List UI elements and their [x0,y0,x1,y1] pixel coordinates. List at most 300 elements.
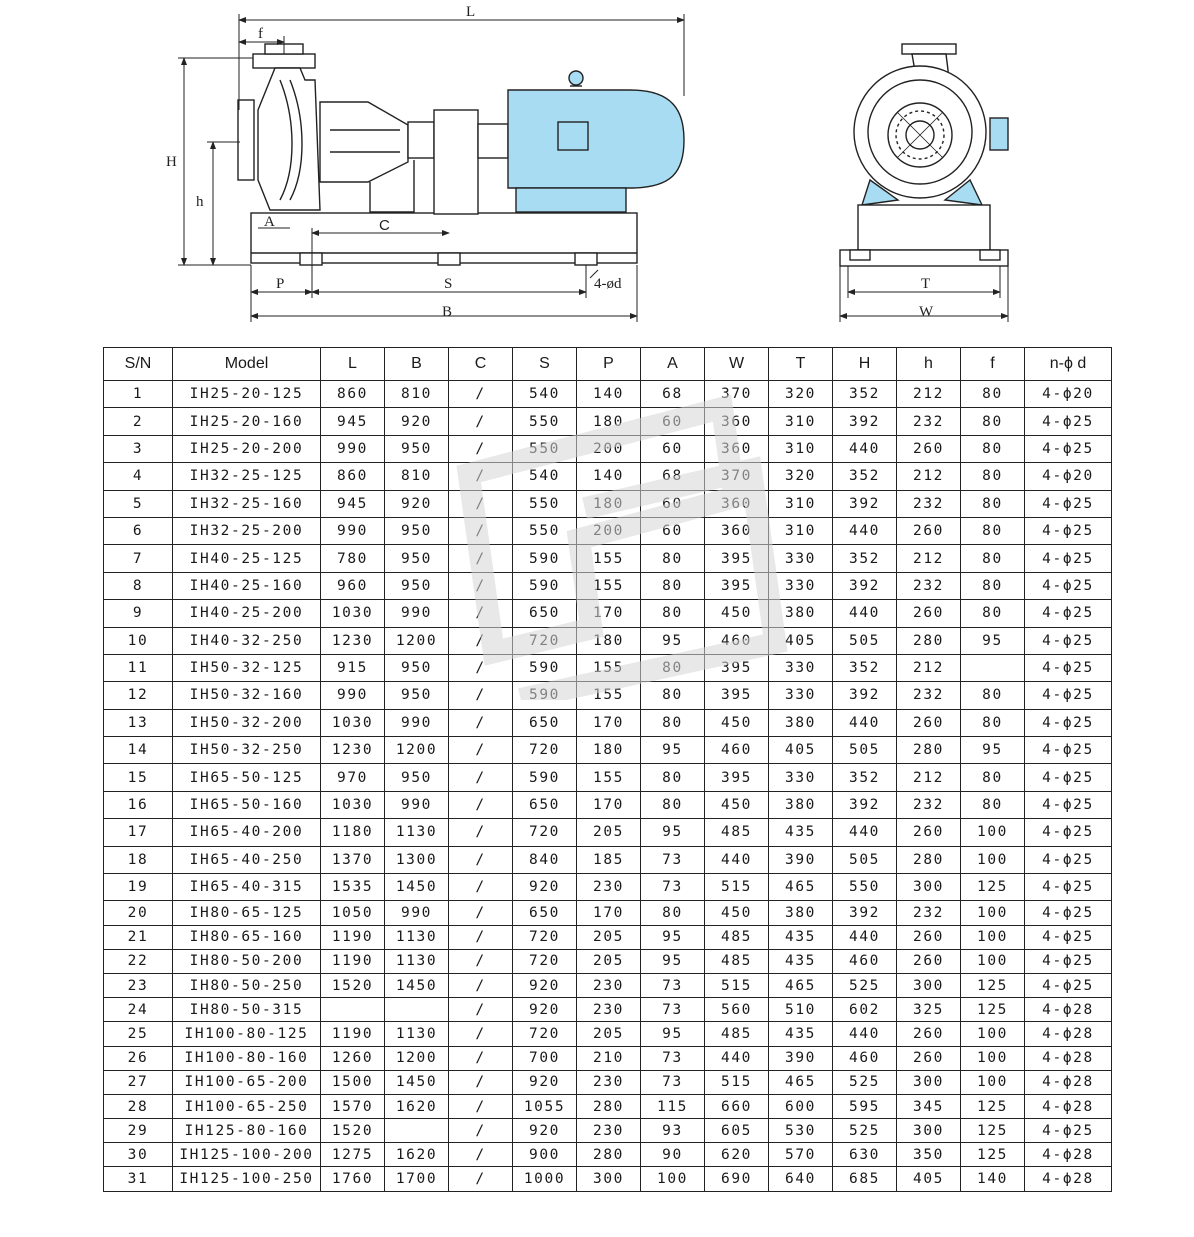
cell-p: 140 [577,381,641,408]
cell-b: 1200 [385,627,449,654]
cell-a: 80 [641,654,705,681]
table-row [104,627,1112,654]
cell-h: 392 [833,572,897,599]
cell-w: 360 [705,517,769,544]
cell-c: / [449,682,513,709]
cell-model: IH32-25-125 [173,463,321,490]
cell-b: 990 [385,709,449,736]
cell-b: 1130 [385,819,449,846]
cell-c: / [449,1119,513,1143]
header-sn: S/N [104,348,173,381]
cell-s: 720 [513,819,577,846]
table-row [104,682,1112,709]
cell-f: 95 [961,737,1025,764]
dim-L-label: L [466,4,476,20]
cell-h: 260 [897,925,961,949]
cell-h: 460 [833,949,897,973]
bearing-bracket [320,102,408,182]
cell-s: 650 [513,600,577,627]
cell-n-d: 4-ϕ28 [1025,1094,1112,1118]
cell-a: 95 [641,925,705,949]
cell-n-d: 4-ϕ20 [1025,463,1112,490]
cell-w: 360 [705,490,769,517]
cell-w: 460 [705,737,769,764]
cell-p: 170 [577,791,641,818]
table-row [104,1046,1112,1070]
cell-h: 300 [897,874,961,901]
cell-model: IH65-40-315 [173,874,321,901]
table-row [104,490,1112,517]
cell-p: 180 [577,627,641,654]
cell-t: 330 [769,545,833,572]
cell-model: IH125-100-200 [173,1143,321,1167]
cell-c: / [449,998,513,1022]
cell-b: 1450 [385,874,449,901]
cell-a: 80 [641,764,705,791]
cell-h: 525 [833,973,897,997]
header-t: T [769,348,833,381]
cell-l: 1190 [321,925,385,949]
cell-t: 390 [769,1046,833,1070]
cell-sn: 7 [104,545,173,572]
cell-p: 230 [577,1070,641,1094]
cell-n-d: 4-ϕ25 [1025,819,1112,846]
cell-a: 73 [641,998,705,1022]
cell-l: 945 [321,408,385,435]
cell-c: / [449,925,513,949]
cell-l: 1260 [321,1046,385,1070]
cell-c: / [449,901,513,925]
cell-l: 1030 [321,791,385,818]
cell-sn: 9 [104,600,173,627]
cell-t: 405 [769,737,833,764]
cell-h: 260 [897,709,961,736]
cell-n-d: 4-ϕ25 [1025,846,1112,873]
cell-h: 260 [897,435,961,462]
cell-w: 485 [705,1022,769,1046]
cell-w: 395 [705,764,769,791]
cell-c: / [449,791,513,818]
cell-f: 100 [961,925,1025,949]
cell-n-d: 4-ϕ25 [1025,973,1112,997]
cell-p: 155 [577,545,641,572]
cell-w: 660 [705,1094,769,1118]
cell-p: 140 [577,463,641,490]
cell-w: 395 [705,545,769,572]
table-row [104,517,1112,544]
cell-h: 505 [833,846,897,873]
cell-w: 450 [705,709,769,736]
header-p: P [577,348,641,381]
cell-h: 440 [833,517,897,544]
table-row [104,435,1112,462]
cell-b: 1300 [385,846,449,873]
table-row [104,709,1112,736]
cell-sn: 29 [104,1119,173,1143]
cell-n-d: 4-ϕ28 [1025,1070,1112,1094]
cell-a: 73 [641,1046,705,1070]
cell-t: 380 [769,709,833,736]
cell-h: 212 [897,463,961,490]
specification-table [103,347,1112,1192]
cell-h: 212 [897,381,961,408]
cell-w: 515 [705,973,769,997]
cell-p: 230 [577,874,641,901]
cell-a: 80 [641,791,705,818]
cell-b: 950 [385,545,449,572]
cell-sn: 5 [104,490,173,517]
cell-b: 1620 [385,1143,449,1167]
cell-sn: 19 [104,874,173,901]
cell-model: IH125-80-160 [173,1119,321,1143]
cell-w: 395 [705,654,769,681]
cell-model: IH40-25-125 [173,545,321,572]
cell-h: 352 [833,381,897,408]
cell-h: 352 [833,545,897,572]
cell-b: 1450 [385,973,449,997]
cell-s: 590 [513,654,577,681]
cell-w: 395 [705,682,769,709]
cell-f: 100 [961,1046,1025,1070]
cell-b: 1200 [385,1046,449,1070]
cell-n-d: 4-ϕ25 [1025,1119,1112,1143]
cell-w: 450 [705,600,769,627]
cell-c: / [449,463,513,490]
cell-f [961,654,1025,681]
cell-s: 840 [513,846,577,873]
table-row [104,791,1112,818]
cell-t: 380 [769,901,833,925]
cell-n-d: 4-ϕ25 [1025,764,1112,791]
cell-h: 350 [897,1143,961,1167]
cell-model: IH50-32-125 [173,654,321,681]
cell-model: IH100-80-125 [173,1022,321,1046]
cell-h: 260 [897,949,961,973]
cell-l: 1050 [321,901,385,925]
cell-b: 920 [385,490,449,517]
cell-h: 280 [897,627,961,654]
cell-a: 68 [641,381,705,408]
cell-sn: 12 [104,682,173,709]
table-row [104,764,1112,791]
cell-f: 80 [961,490,1025,517]
cell-w: 515 [705,1070,769,1094]
cell-p: 205 [577,925,641,949]
cell-t: 330 [769,764,833,791]
cell-f: 100 [961,1022,1025,1046]
table-row [104,925,1112,949]
cell-l: 1180 [321,819,385,846]
cell-l: 860 [321,463,385,490]
cell-c: / [449,1143,513,1167]
cell-s: 590 [513,682,577,709]
table-row [104,1119,1112,1143]
cell-n-d: 4-ϕ25 [1025,949,1112,973]
cell-a: 73 [641,874,705,901]
cell-w: 485 [705,819,769,846]
dim-C-label: C [379,217,390,234]
cell-sn: 21 [104,925,173,949]
cell-sn: 17 [104,819,173,846]
cell-model: IH80-65-125 [173,901,321,925]
motor-feet [516,188,626,212]
dim-P-label: P [276,276,285,292]
dim-H-label: H [166,154,177,170]
cell-h: 212 [897,654,961,681]
cell-sn: 15 [104,764,173,791]
cell-l [321,998,385,1022]
cell-s: 720 [513,1022,577,1046]
cell-b: 1620 [385,1094,449,1118]
cell-s: 590 [513,764,577,791]
cell-p: 170 [577,600,641,627]
table-row [104,1070,1112,1094]
front-pedestal [858,205,990,250]
cell-a: 80 [641,709,705,736]
cell-a: 73 [641,973,705,997]
cell-c: / [449,819,513,846]
cell-h: 440 [833,1022,897,1046]
cell-sn: 3 [104,435,173,462]
cell-l: 860 [321,381,385,408]
dim-B-label: B [442,304,453,320]
cell-l: 1230 [321,627,385,654]
cell-a: 95 [641,819,705,846]
cell-w: 605 [705,1119,769,1143]
cell-p: 200 [577,517,641,544]
dim-A-label: A [264,214,275,230]
table-body [104,381,1112,1192]
cell-h: 440 [833,600,897,627]
cell-s: 1055 [513,1094,577,1118]
cell-t: 320 [769,381,833,408]
cell-n-d: 4-ϕ25 [1025,874,1112,901]
cell-b: 1130 [385,1022,449,1046]
cell-p: 155 [577,764,641,791]
cell-model: IH65-50-125 [173,764,321,791]
table-header-row [104,348,1112,381]
header-n-d: n-ϕ d [1025,348,1112,381]
cell-a: 60 [641,435,705,462]
cell-t: 380 [769,791,833,818]
cell-a: 80 [641,901,705,925]
cell-h: 630 [833,1143,897,1167]
cell-h: 352 [833,654,897,681]
cell-model: IH100-65-250 [173,1094,321,1118]
cell-b: 1450 [385,1070,449,1094]
cell-s: 550 [513,490,577,517]
cell-l: 990 [321,435,385,462]
table-row [104,572,1112,599]
cell-h: 260 [897,1022,961,1046]
cell-p: 200 [577,435,641,462]
cell-l: 1030 [321,709,385,736]
header-model: Model [173,348,321,381]
cell-b: 1200 [385,737,449,764]
cell-p: 170 [577,709,641,736]
cell-n-d: 4-ϕ25 [1025,682,1112,709]
cell-h: 212 [897,545,961,572]
cell-b: 990 [385,901,449,925]
cell-n-d: 4-ϕ28 [1025,1022,1112,1046]
table-row [104,737,1112,764]
cell-w: 360 [705,435,769,462]
cell-b: 1130 [385,949,449,973]
cell-p: 230 [577,998,641,1022]
cell-w: 485 [705,949,769,973]
cell-t: 435 [769,925,833,949]
cell-a: 95 [641,627,705,654]
cell-c: / [449,408,513,435]
cell-n-d: 4-ϕ25 [1025,435,1112,462]
header-w: W [705,348,769,381]
cell-c: / [449,1070,513,1094]
cell-t: 465 [769,1070,833,1094]
cell-h: 525 [833,1119,897,1143]
cell-c: / [449,545,513,572]
cell-model: IH80-50-200 [173,949,321,973]
lifting-eye [569,71,583,85]
cell-t: 570 [769,1143,833,1167]
cell-c: / [449,600,513,627]
cell-h: 260 [897,600,961,627]
cell-b: 1700 [385,1167,449,1191]
cell-w: 370 [705,463,769,490]
cell-h: 405 [897,1167,961,1191]
motor-body [508,90,684,188]
cell-h: 440 [833,925,897,949]
cell-p: 280 [577,1094,641,1118]
cell-t: 310 [769,517,833,544]
cell-h: 300 [897,1119,961,1143]
cell-h: 392 [833,490,897,517]
cell-sn: 4 [104,463,173,490]
cell-h: 392 [833,682,897,709]
cell-s: 550 [513,435,577,462]
dim-W-label: W [919,304,934,320]
cell-n-d: 4-ϕ28 [1025,1143,1112,1167]
header-f: f [961,348,1025,381]
cell-w: 450 [705,901,769,925]
cell-f: 100 [961,846,1025,873]
cell-h: 595 [833,1094,897,1118]
cell-l: 1500 [321,1070,385,1094]
cell-a: 95 [641,1022,705,1046]
cell-p: 230 [577,973,641,997]
cell-s: 1000 [513,1167,577,1191]
cell-f: 95 [961,627,1025,654]
cell-h: 505 [833,737,897,764]
cell-a: 73 [641,1070,705,1094]
cell-h: 232 [897,901,961,925]
cell-f: 100 [961,819,1025,846]
cell-n-d: 4-ϕ28 [1025,1046,1112,1070]
cell-s: 650 [513,791,577,818]
cell-t: 510 [769,998,833,1022]
cell-w: 515 [705,874,769,901]
cell-f: 80 [961,572,1025,599]
cell-f: 125 [961,874,1025,901]
side-view [238,44,684,265]
cell-t: 390 [769,846,833,873]
cell-p: 155 [577,682,641,709]
cell-sn: 30 [104,1143,173,1167]
cell-s: 550 [513,517,577,544]
cell-h: 280 [897,846,961,873]
cell-sn: 6 [104,517,173,544]
table-row [104,463,1112,490]
cell-n-d: 4-ϕ20 [1025,381,1112,408]
cell-w: 450 [705,791,769,818]
cell-c: / [449,737,513,764]
cell-b [385,1119,449,1143]
cell-a: 115 [641,1094,705,1118]
cell-f: 140 [961,1167,1025,1191]
cell-w: 395 [705,572,769,599]
cell-f: 80 [961,517,1025,544]
cell-w: 485 [705,925,769,949]
table-row [104,874,1112,901]
table-row [104,1022,1112,1046]
cell-f: 80 [961,408,1025,435]
cell-s: 920 [513,874,577,901]
cell-l: 780 [321,545,385,572]
cell-a: 80 [641,682,705,709]
header-h: h [897,348,961,381]
cell-n-d: 4-ϕ25 [1025,925,1112,949]
cell-f: 80 [961,545,1025,572]
cell-sn: 27 [104,1070,173,1094]
cell-l: 960 [321,572,385,599]
cell-b: 950 [385,764,449,791]
cell-f: 125 [961,1119,1025,1143]
dim-f-label: f [258,26,263,42]
cell-t: 310 [769,408,833,435]
cell-h: 232 [897,791,961,818]
cell-model: IH40-32-250 [173,627,321,654]
cell-c: / [449,949,513,973]
cell-a: 60 [641,490,705,517]
cell-f: 125 [961,1094,1025,1118]
cell-h: 325 [897,998,961,1022]
cell-l: 915 [321,654,385,681]
cell-sn: 18 [104,846,173,873]
front-view [840,44,1008,266]
cell-sn: 13 [104,709,173,736]
cell-s: 650 [513,901,577,925]
cell-model: IH40-25-200 [173,600,321,627]
cell-model: IH25-20-160 [173,408,321,435]
dim-h-label: h [196,194,204,210]
cell-b: 810 [385,463,449,490]
cell-l: 1535 [321,874,385,901]
cell-sn: 23 [104,973,173,997]
table-row [104,654,1112,681]
cell-n-d: 4-ϕ25 [1025,791,1112,818]
cell-s: 900 [513,1143,577,1167]
cell-c: / [449,1094,513,1118]
cell-c: / [449,1022,513,1046]
cell-h: 505 [833,627,897,654]
cell-f: 125 [961,973,1025,997]
cell-h: 260 [897,517,961,544]
cell-sn: 11 [104,654,173,681]
table-row [104,600,1112,627]
cell-s: 700 [513,1046,577,1070]
cell-a: 90 [641,1143,705,1167]
cell-n-d: 4-ϕ25 [1025,901,1112,925]
cell-t: 310 [769,435,833,462]
